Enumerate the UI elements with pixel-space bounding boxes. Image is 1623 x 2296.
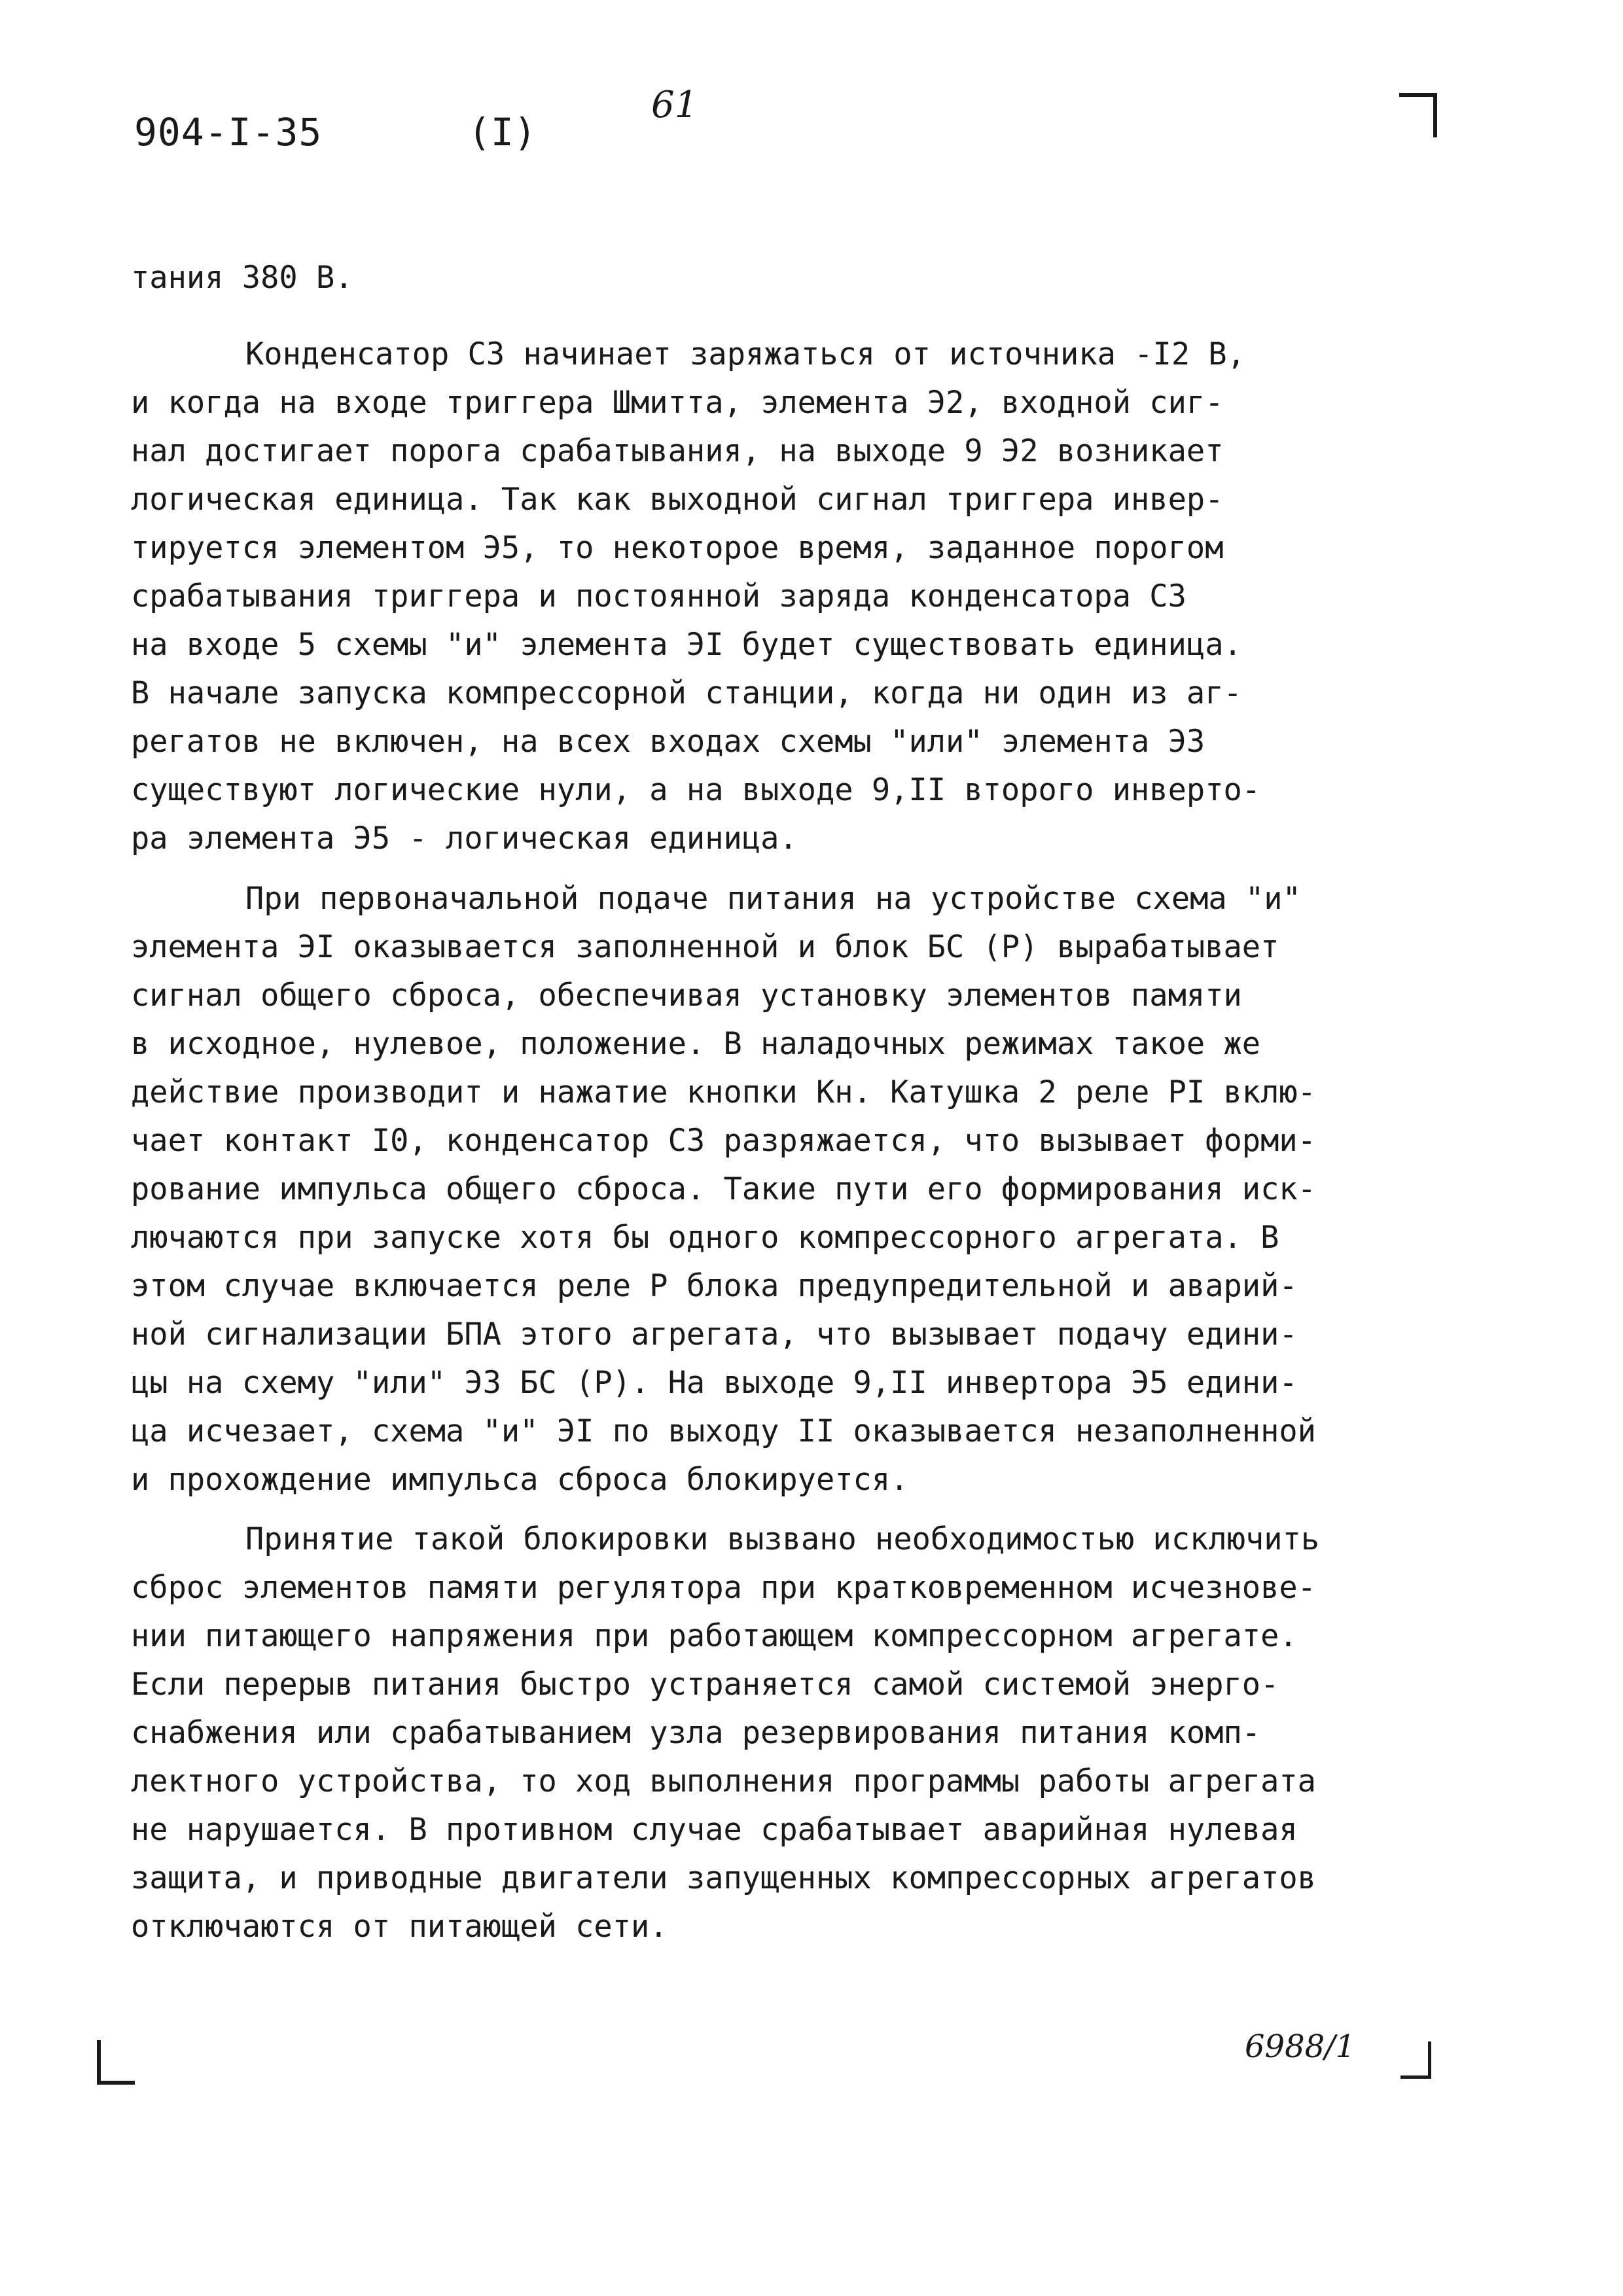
text-line: отключаются от питающей сети.	[131, 1909, 668, 1945]
volume-number: (I)	[468, 110, 537, 154]
text-line: Конденсатор С3 начинает заряжаться от источника -I2 В,	[245, 336, 1246, 372]
text-line: и прохождение импульса сброса блокируется.	[131, 1462, 909, 1498]
text-line: цы на схему "или" Э3 БС (Р). На выходе 9,II инвертора Э5 едини-	[131, 1365, 1298, 1401]
footer-number: 6988/1	[1245, 2028, 1355, 2065]
text-line: нии питающего напряжения при работающем компрессорном агрегате.	[131, 1618, 1298, 1654]
paragraph-1	[131, 254, 1374, 302]
text-line: лючаются при запуске хотя бы одного компрессорного агрегата. В	[131, 1220, 1279, 1256]
text-line: Если перерыв питания быстро устраняется самой системой энерго-	[131, 1667, 1279, 1703]
text-line: При первоначальной подаче питания на устройстве схема "и"	[245, 881, 1301, 917]
paragraph-2	[131, 330, 1374, 863]
text-line: защита, и приводные двигатели запущенных компрессорных агрегатов	[131, 1860, 1316, 1896]
text-line: ра элемента Э5 - логическая единица.	[131, 821, 798, 857]
text-line: ной сигнализации БПА этого агрегата, что вызывает подачу едини-	[131, 1316, 1298, 1352]
text-line: на входе 5 схемы "и" элемента ЭI будет существовать единица.	[131, 627, 1242, 663]
text-line: не нарушается. В противном случае срабатывает аварийная нулевая	[131, 1812, 1298, 1848]
text-line: действие производит и нажатие кнопки Кн. Катушка 2 реле РI вклю-	[131, 1074, 1316, 1110]
corner-mark-top-right	[1399, 93, 1437, 137]
paragraph-3	[131, 875, 1374, 1504]
text-line: регатов не включен, на всех входах схемы "или" элемента Э3	[131, 724, 1205, 760]
text-line: снабжения или срабатыванием узла резервирования питания комп-	[131, 1715, 1261, 1751]
text-line: и когда на входе триггера Шмитта, элемента Э2, входной сиг-	[131, 385, 1224, 421]
text-line: ца исчезает, схема "и" ЭI по выходу II оказывается незаполненной	[131, 1413, 1316, 1449]
text-line: нал достигает порога срабатывания, на выходе 9 Э2 возникает	[131, 433, 1224, 469]
text-line: сигнал общего сброса, обеспечивая установку элементов памяти	[131, 978, 1242, 1014]
text-line: существуют логические нули, а на выходе 9,II второго инверто-	[131, 772, 1261, 808]
text-line: рование импульса общего сброса. Такие пути его формирования иск-	[131, 1171, 1316, 1207]
text-line: в исходное, нулевое, положение. В наладочных режимах такое же	[131, 1026, 1261, 1062]
paragraph-4	[131, 1515, 1374, 1951]
text-line: лектного устройства, то ход выполнения программы работы агрегата	[131, 1763, 1316, 1799]
text-line: элемента ЭI оказывается заполненной и блок БС (Р) вырабатывает	[131, 929, 1279, 965]
page-number: 61	[651, 84, 698, 126]
text-line: сброс элементов памяти регулятора при кратковременном исчезнове-	[131, 1570, 1316, 1606]
corner-mark-bottom-right	[1400, 2041, 1431, 2079]
document-code: 904-I-35	[134, 110, 323, 154]
text-line: логическая единица. Так как выходной сигнал триггера инвер-	[131, 482, 1224, 518]
text-line: срабатывания триггера и постоянной заряда конденсатора С3	[131, 578, 1186, 614]
text-line: тируется элементом Э5, то некоторое время, заданное порогом	[131, 530, 1224, 566]
text-line: тания 380 В.	[131, 260, 353, 296]
text-line: В начале запуска компрессорной станции, когда ни один из аг-	[131, 675, 1242, 711]
text-line: Принятие такой блокировки вызвано необходимостью исключить	[245, 1521, 1320, 1557]
corner-mark-bottom-left	[97, 2040, 135, 2085]
text-line: чает контакт I0, конденсатор С3 разряжается, что вызывает форми-	[131, 1123, 1316, 1159]
text-line: этом случае включается реле Р блока предупредительной и аварий-	[131, 1268, 1298, 1304]
